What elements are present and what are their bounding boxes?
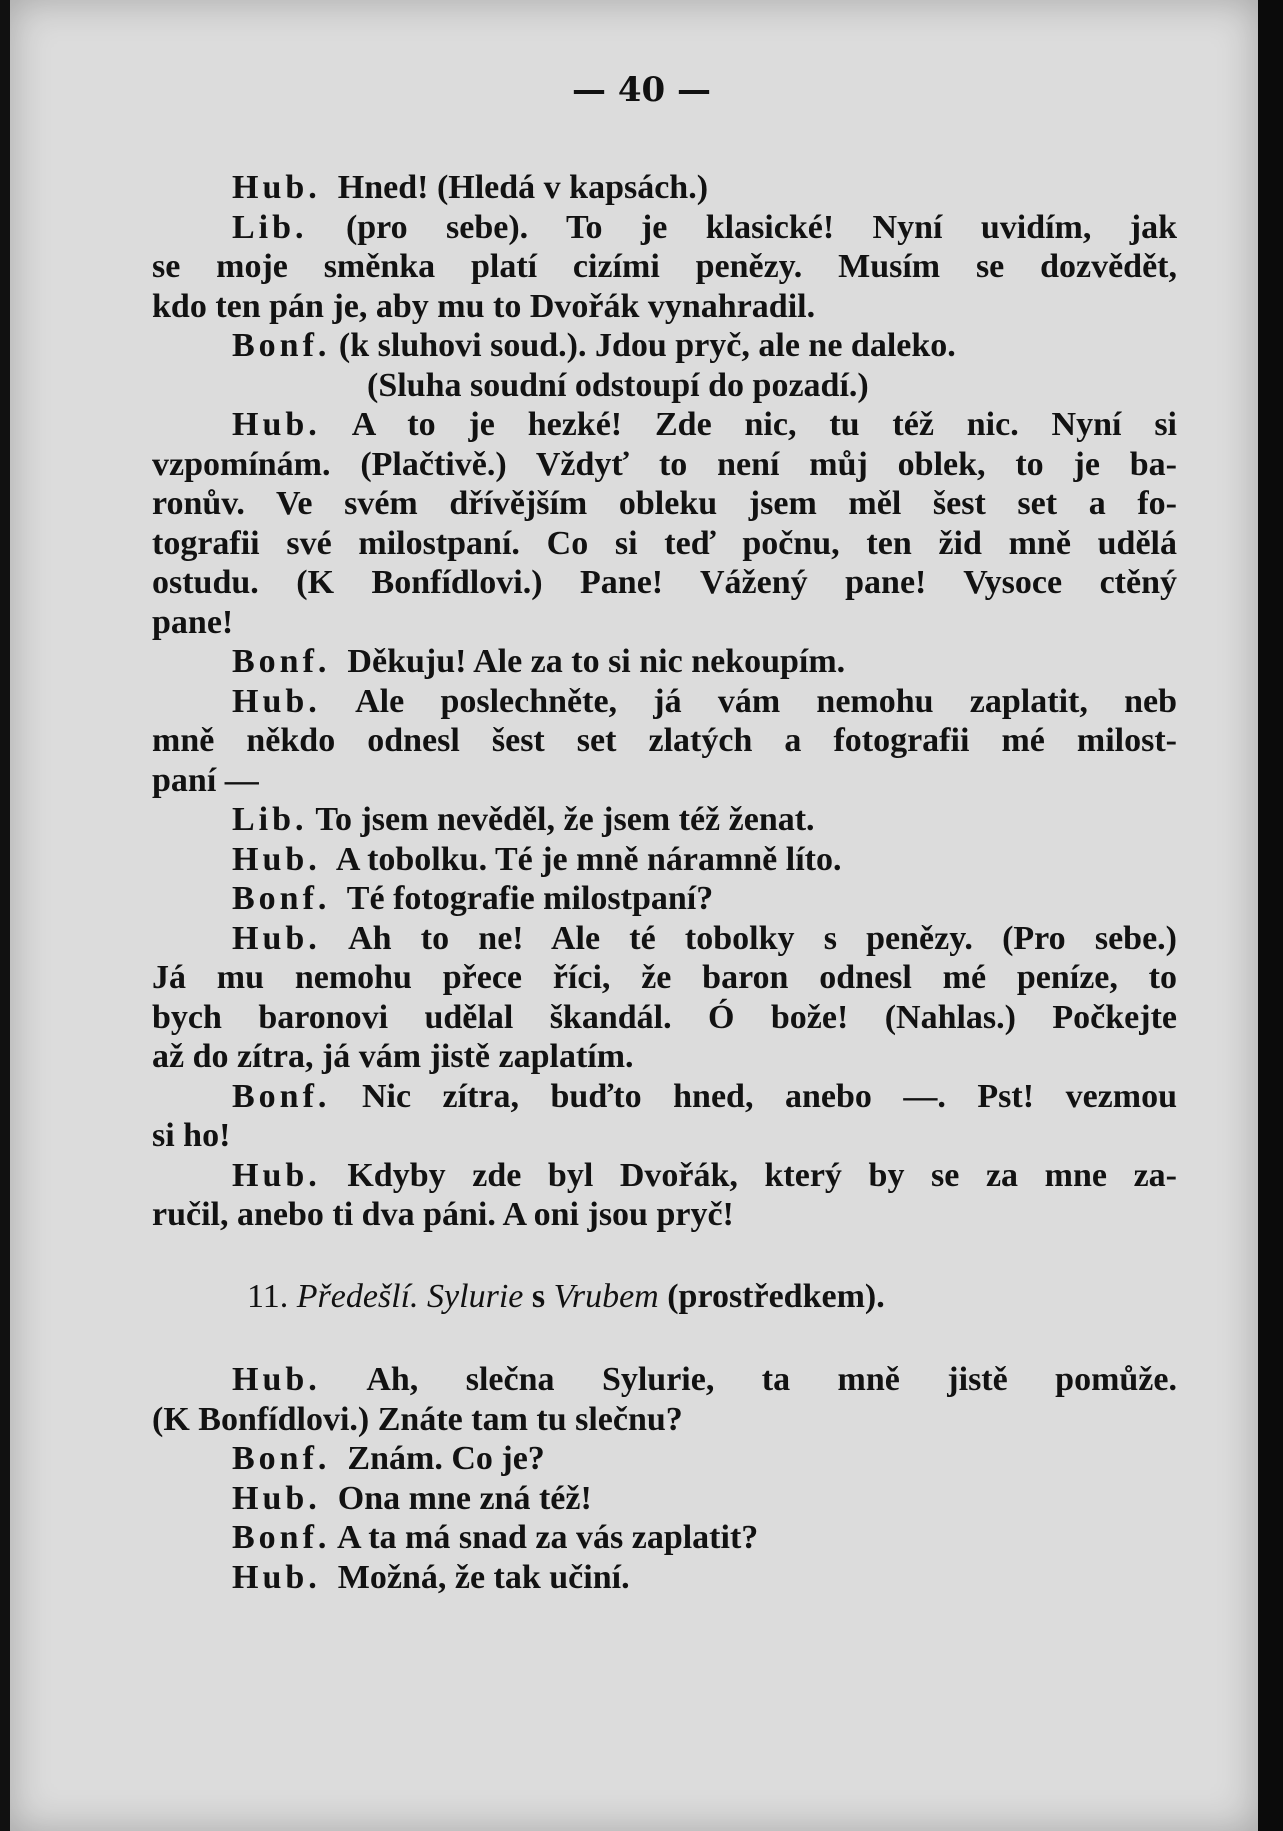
text-line — [152, 405, 1177, 445]
text-line — [152, 998, 1177, 1038]
line-text: pane! — [152, 603, 234, 641]
line-text: si ho! — [152, 1117, 231, 1154]
speaker-name: Bonf. — [232, 327, 331, 364]
text-line — [152, 682, 1177, 722]
scene-number: 11. — [247, 1277, 289, 1315]
line-text: Kdyby zde byl Dvořák, který by se za mne za- — [320, 1156, 1177, 1194]
line-text: mně někdo odnesl šest set zlatých a fotografii mé milost- — [152, 722, 1177, 759]
text-line — [152, 524, 1177, 564]
text-line — [152, 168, 1177, 208]
speaker-name: Lib. — [232, 801, 308, 838]
text-line — [152, 800, 1177, 840]
line-text: (Sluha soudní odstoupí do pozadí.) — [367, 366, 869, 404]
speaker-name: Lib. — [232, 208, 308, 246]
line-text: A ta má snad za vás zaplatit? — [330, 1519, 759, 1556]
speaker-name: Bonf. — [232, 1519, 331, 1556]
scene-connector: s — [523, 1277, 554, 1315]
text-line — [152, 287, 1177, 327]
line-text: bych baronovi udělal škandál. Ó bože! (Nahlas.) Počkejte — [152, 998, 1177, 1036]
line-text: (K Bonfídlovi.) Znáte tam tu slečnu? — [152, 1400, 683, 1438]
line-text: ručil, anebo ti dva páni. A oni jsou pryč! — [152, 1196, 734, 1233]
line-text: Ah to ne! Ale té tobolky s penězy. (Pro sebe.) — [320, 919, 1177, 957]
line-text: To jsem nevěděl, že jsem též ženat. — [307, 801, 815, 838]
line-text: paní — — [152, 761, 259, 799]
scene-heading — [152, 1277, 1177, 1317]
line-text: Té fotografie milostpaní? — [330, 880, 714, 917]
speaker-name: Bonf. — [232, 880, 331, 917]
text-line — [152, 603, 1177, 643]
text-line — [152, 366, 1177, 406]
text-line — [152, 840, 1177, 880]
speaker-name: Hub. — [232, 169, 321, 206]
line-text: Hned! (Hledá v kapsách.) — [320, 169, 709, 206]
line-text: Možná, že tak učiní. — [320, 1558, 630, 1596]
line-text: ostudu. (K Bonfídlovi.) Pane! Vážený pane! Vysoce ctěný — [152, 564, 1177, 601]
line-text: vzpomínám. (Plačtivě.) Vždyť to není můj oblek, to je ba- — [152, 445, 1177, 483]
text-line — [152, 642, 1177, 682]
speaker-name: Hub. — [232, 406, 321, 443]
line-text: Ona mne zná též! — [320, 1479, 592, 1517]
text-line — [152, 247, 1177, 287]
text-line — [152, 208, 1177, 248]
line-text: Ale poslechněte, já vám nemohu zaplatit, neb — [320, 682, 1177, 720]
scene-character-2: Vrubem — [553, 1277, 659, 1315]
line-text: Nic zítra, buďto hned, anebo —. Pst! vezmou — [330, 1077, 1177, 1115]
scene-direction: (prostředkem). — [658, 1277, 885, 1315]
speaker-name: Bonf. — [232, 643, 331, 680]
page-number: — 40 — — [572, 70, 711, 110]
speaker-name: Hub. — [232, 840, 321, 878]
speaker-name: Bonf. — [232, 1077, 331, 1115]
line-text: Znám. Co je? — [330, 1440, 545, 1477]
text-line — [152, 484, 1177, 524]
text-line — [152, 1116, 1177, 1156]
line-text: ronův. Ve svém dřívějším obleku jsem měl šest set a fo- — [152, 485, 1177, 522]
line-text: Já mu nemohu přece říci, že baron odnesl mé peníze, to — [152, 959, 1177, 996]
text-line — [152, 1195, 1177, 1235]
line-text: (k sluhovi soud.). Jdou pryč, ale ne daleko. — [330, 327, 956, 364]
line-text: až do zítra, já vám jistě zaplatím. — [152, 1038, 634, 1075]
text-line — [152, 326, 1177, 366]
line-text: A to je hezké! Zde nic, tu též nic. Nyní si — [320, 406, 1177, 443]
line-text: kdo ten pán je, aby mu to Dvořák vynahradil. — [152, 287, 816, 325]
speaker-name: Hub. — [232, 1479, 321, 1517]
line-text: tografii své milostpaní. Co si teď počnu, ten žid mně udělá — [152, 524, 1177, 562]
text-line — [152, 1558, 1177, 1598]
text-line — [152, 1077, 1177, 1117]
line-text: (pro sebe). To je klasické! Nyní uvidím, jak — [307, 208, 1177, 246]
text-line — [152, 761, 1177, 801]
scene-characters: Předešlí. Sylurie — [296, 1277, 524, 1315]
speaker-name: Hub. — [232, 1558, 321, 1596]
line-text: A tobolku. Té je mně náramně líto. — [320, 840, 842, 878]
text-line — [152, 958, 1177, 998]
line-text: Děkuju! Ale za to si nic nekoupím. — [330, 643, 846, 680]
text-line — [152, 445, 1177, 485]
text-line — [152, 721, 1177, 761]
dialogue-part-2 — [152, 1360, 1177, 1597]
text-line — [152, 1360, 1177, 1400]
speaker-name: Hub. — [232, 682, 321, 720]
text-line — [152, 563, 1177, 603]
text-line — [152, 1439, 1177, 1479]
text-line — [152, 1156, 1177, 1196]
line-text: se moje směnka platí cizími penězy. Musím se dozvědět, — [152, 248, 1177, 285]
speaker-name: Bonf. — [232, 1440, 331, 1477]
text-line — [152, 879, 1177, 919]
dialogue-part-1 — [152, 168, 1177, 1235]
line-text: Ah, slečna Sylurie, ta mně jistě pomůže. — [320, 1361, 1177, 1398]
text-line — [152, 919, 1177, 959]
speaker-name: Hub. — [232, 1361, 321, 1398]
text-line — [152, 1400, 1177, 1440]
speaker-name: Hub. — [232, 919, 321, 957]
speaker-name: Hub. — [232, 1156, 321, 1194]
text-line — [152, 1518, 1177, 1558]
page-edge-shadow — [1258, 0, 1283, 1831]
text-line — [152, 1037, 1177, 1077]
play-text — [152, 168, 1177, 1597]
text-line — [152, 1479, 1177, 1519]
